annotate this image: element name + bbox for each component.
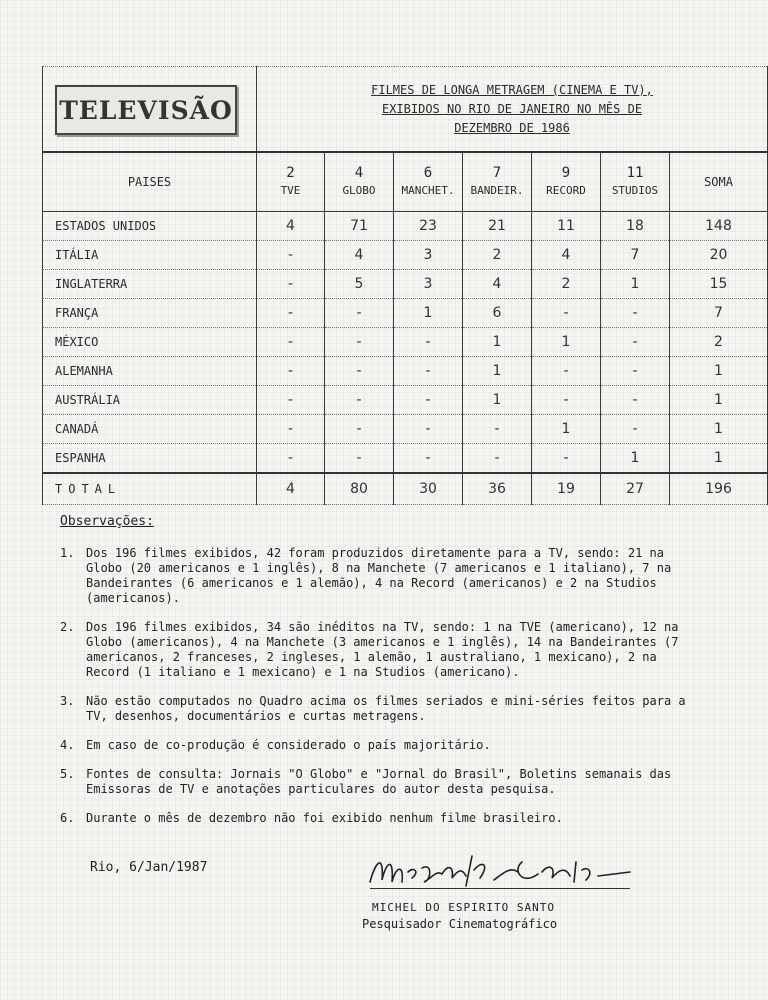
value-cell: -	[394, 328, 463, 357]
value-cell: 4	[532, 241, 601, 270]
value-cell: -	[394, 357, 463, 386]
value-cell: 4	[463, 270, 532, 299]
value-cell: 3	[394, 241, 463, 270]
value-cell: 71	[325, 212, 394, 241]
value-cell: 5	[325, 270, 394, 299]
value-cell: -	[257, 444, 325, 474]
channel-header: 9 RECORD	[532, 152, 601, 212]
value-cell: -	[325, 328, 394, 357]
films-table	[42, 66, 768, 505]
value-cell: -	[532, 444, 601, 474]
observation-number: 3.	[60, 694, 75, 708]
value-cell: -	[325, 299, 394, 328]
value-cell: 1	[601, 270, 670, 299]
country-cell: INGLATERRA	[43, 270, 257, 299]
value-cell: -	[394, 386, 463, 415]
observation-item	[60, 694, 696, 724]
value-cell: -	[532, 299, 601, 328]
value-cell: -	[394, 444, 463, 474]
value-cell: -	[257, 357, 325, 386]
value-cell: 18	[601, 212, 670, 241]
observation-item	[60, 738, 696, 753]
value-cell: 1	[463, 328, 532, 357]
value-cell: -	[325, 357, 394, 386]
value-cell: 7	[601, 241, 670, 270]
country-cell: CANADÁ	[43, 415, 257, 444]
observation-number: 5.	[60, 767, 75, 781]
value-cell: 1	[394, 299, 463, 328]
observation-number: 4.	[60, 738, 75, 752]
value-cell: 19	[532, 473, 601, 505]
value-cell: 4	[325, 241, 394, 270]
sum-cell: 20	[670, 241, 768, 270]
value-cell: -	[257, 415, 325, 444]
observation-text: Não estão computados no Quadro acima os filmes seriados e mini-séries feitos para a TV, desenhos, documentários e curtas metragens.	[86, 694, 686, 723]
table-row	[43, 212, 768, 241]
total-row	[43, 473, 768, 505]
value-cell: 4	[257, 473, 325, 505]
value-cell: -	[257, 328, 325, 357]
country-cell: MÉXICO	[43, 328, 257, 357]
value-cell: -	[601, 299, 670, 328]
value-cell: -	[601, 328, 670, 357]
table-row	[43, 328, 768, 357]
value-cell: -	[532, 357, 601, 386]
value-cell: -	[601, 386, 670, 415]
table-row	[43, 444, 768, 474]
country-cell: ESPANHA	[43, 444, 257, 474]
value-cell: 30	[394, 473, 463, 505]
observation-text: Durante o mês de dezembro não foi exibido nenhum filme brasileiro.	[86, 811, 563, 825]
observation-item	[60, 811, 696, 826]
value-cell: -	[601, 357, 670, 386]
observation-item	[60, 546, 696, 606]
sum-cell: 1	[670, 415, 768, 444]
document-title	[257, 67, 768, 153]
sum-column-header: SOMA	[670, 152, 768, 212]
country-cell: FRANÇA	[43, 299, 257, 328]
title-line-3: DEZEMBRO DE 1986	[454, 120, 570, 135]
table-row	[43, 386, 768, 415]
sum-cell: 1	[670, 444, 768, 474]
table-row	[43, 270, 768, 299]
sum-cell: 196	[670, 473, 768, 505]
signature-line	[370, 888, 630, 889]
sum-cell: 1	[670, 386, 768, 415]
title-line-1: FILMES DE LONGA METRAGEM (CINEMA E TV),	[371, 82, 653, 97]
observation-text: Fontes de consulta: Jornais "O Globo" e "Jornal do Brasil", Boletins semanais das Emissoras de TV e anotações particulares do autor desta pesquisa.	[86, 767, 672, 796]
observation-item	[60, 620, 696, 680]
table-row	[43, 241, 768, 270]
table-row	[43, 415, 768, 444]
value-cell: -	[532, 386, 601, 415]
value-cell: 2	[532, 270, 601, 299]
value-cell: 80	[325, 473, 394, 505]
title-line-2: EXIBIDOS NO RIO DE JANEIRO NO MÊS DE	[381, 101, 643, 116]
value-cell: 1	[532, 415, 601, 444]
logo-text: TELEVISÃO	[59, 95, 233, 125]
value-cell: 1	[463, 357, 532, 386]
value-cell: -	[394, 415, 463, 444]
channel-header: 4 GLOBO	[325, 152, 394, 212]
sum-cell: 148	[670, 212, 768, 241]
channel-header: 7 BANDEIR.	[463, 152, 532, 212]
value-cell: -	[257, 270, 325, 299]
observation-number: 6.	[60, 811, 75, 825]
observation-text: Dos 196 filmes exibidos, 42 foram produzidos diretamente para a TV, sendo: 21 na Globo (20 americanos e 1 inglês), 8 na Manchete (7 americanos e 1 italiano), 7 na Bandeirantes (6 americanos e 1 alemão), 4 na Record (americanos) e 2 na Studios (americanos).	[86, 546, 672, 605]
observation-number: 1.	[60, 546, 75, 560]
value-cell: -	[463, 444, 532, 474]
value-cell: -	[257, 299, 325, 328]
sum-cell: 15	[670, 270, 768, 299]
sum-cell: 7	[670, 299, 768, 328]
value-cell: -	[257, 386, 325, 415]
table-row	[43, 357, 768, 386]
observations-list	[60, 546, 696, 840]
value-cell: 6	[463, 299, 532, 328]
value-cell: 23	[394, 212, 463, 241]
table-row	[43, 299, 768, 328]
value-cell: 1	[601, 444, 670, 474]
value-cell: 3	[394, 270, 463, 299]
value-cell: -	[463, 415, 532, 444]
value-cell: 2	[463, 241, 532, 270]
country-cell: ESTADOS UNIDOS	[43, 212, 257, 241]
value-cell: 27	[601, 473, 670, 505]
channel-header: 6 MANCHET.	[394, 152, 463, 212]
value-cell: 1	[532, 328, 601, 357]
country-cell: ITÁLIA	[43, 241, 257, 270]
value-cell: -	[325, 415, 394, 444]
value-cell: 1	[463, 386, 532, 415]
value-cell: -	[601, 415, 670, 444]
value-cell: 36	[463, 473, 532, 505]
country-column-header: PAISES	[43, 152, 257, 212]
channel-header: 2 TVE	[257, 152, 325, 212]
logo-cell	[43, 67, 257, 153]
observations-title: Observações:	[60, 514, 154, 529]
signature-image	[362, 842, 642, 902]
value-cell: 21	[463, 212, 532, 241]
value-cell: -	[325, 386, 394, 415]
researcher-name: MICHEL DO ESPIRITO SANTO	[372, 901, 555, 914]
table-header-row	[43, 152, 768, 212]
value-cell: 4	[257, 212, 325, 241]
sum-cell: 2	[670, 328, 768, 357]
televisao-logo	[55, 85, 237, 135]
document-date: Rio, 6/Jan/1987	[90, 860, 208, 875]
observation-text: Dos 196 filmes exibidos, 34 são inéditos na TV, sendo: 1 na TVE (americano), 12 na Globo (americanos), 4 na Manchete (3 americanos e 1 inglês), 14 na Bandeirantes (7 americanos, 2 franceses, 2 ingleses, 1 alemão, 1 australiano, 1 mexicano), 2 na Record (1 italiano e 1 mexicano) e 1 na Studios (americano).	[86, 620, 679, 679]
country-cell: ALEMANHA	[43, 357, 257, 386]
total-label: TOTAL	[43, 473, 257, 505]
value-cell: -	[257, 241, 325, 270]
country-cell: AUSTRÁLIA	[43, 386, 257, 415]
observation-text: Em caso de co-produção é considerado o país majoritário.	[86, 738, 491, 752]
observation-number: 2.	[60, 620, 75, 634]
value-cell: 11	[532, 212, 601, 241]
sum-cell: 1	[670, 357, 768, 386]
researcher-role: Pesquisador Cinematográfico	[362, 917, 558, 931]
value-cell: -	[325, 444, 394, 474]
observation-item	[60, 767, 696, 797]
channel-header: 11 STUDIOS	[601, 152, 670, 212]
